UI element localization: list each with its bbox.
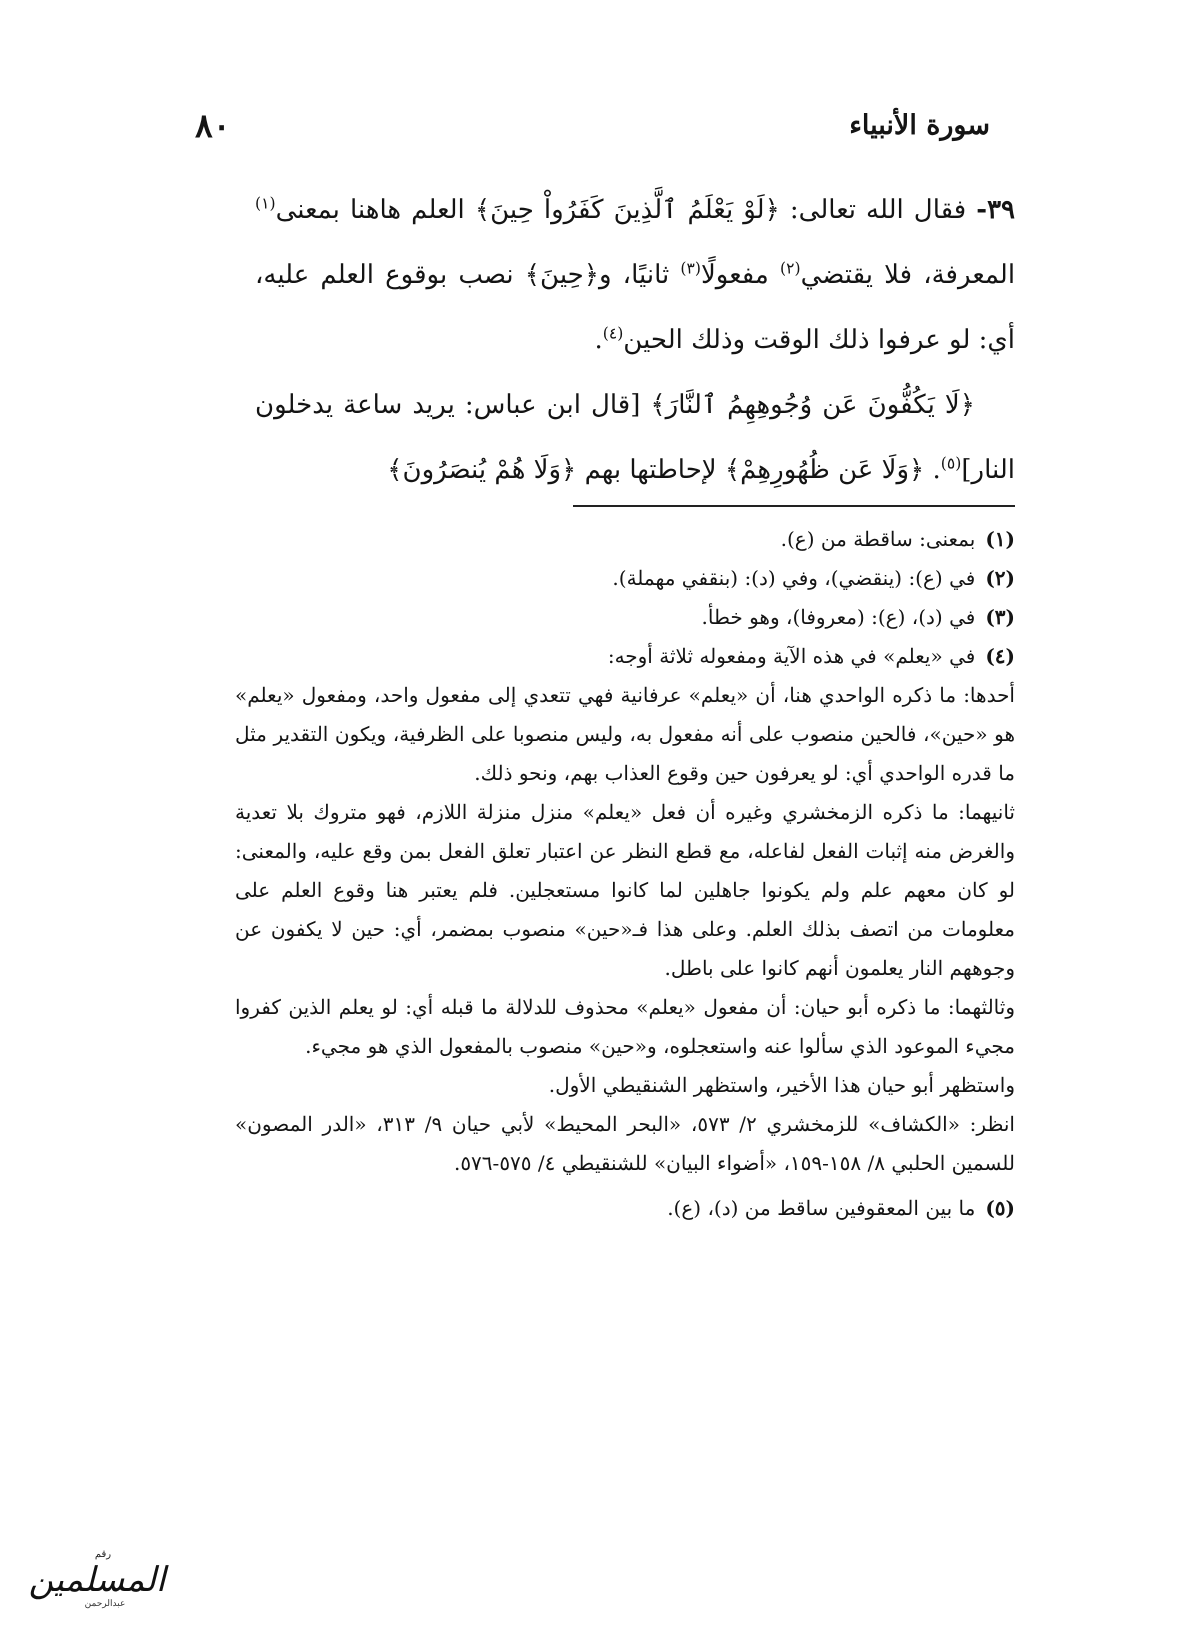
text-segment: المعرفة، فلا يقتضي [800, 260, 1016, 290]
footnote-divider [573, 505, 1015, 507]
footnote-label: (٥) [985, 1196, 1015, 1220]
svg-text:عبدالرحمن: عبدالرحمن [84, 1599, 126, 1609]
footnote-3 [235, 598, 1015, 637]
paragraph-continuation: ﴿لَا يَكُفُّونَ عَن وُجُوهِهِمُ ٱلنَّارَ﴾ [قال ابن عباس: يريد ساعة يدخلون النار]$^{(٥)}$. ﴿وَلَا عَن ظُهُورِهِمْ﴾ لإحاطتها بهم ﴿وَلَا هُمْ يُنصَرُونَ﴾ [255, 390, 1015, 485]
surah-title: سورة الأنبياء [849, 109, 990, 141]
footnote-text: في (ع): (ينقضي)، وفي (د): (بنقفي مهملة). [612, 566, 976, 590]
footnote-ref-5: (٥) [940, 454, 962, 473]
text-segment: لإحاطتها بهم [584, 455, 717, 485]
text-segment: [قال ابن عباس: يريد ساعة يدخلون النار] [255, 390, 1015, 485]
text-segment: نصب بوقوع العلم عليه، أي: لو عرفوا ذلك الوقت وذلك الحين [255, 260, 1015, 355]
footnote-4-second-view: ثانيهما: ما ذكره الزمخشري وغيره أن فعل «يعلم» منزل منزلة اللازم، فهو متروك بلا تعدية والغرض منه إثبات الفعل لفاعله، مع قطع النظر عن اعتبار تعلق الفعل بمن وقع عليه، والمعنى: لو كان معهم علم ولم يكونوا جاهلين لما كانوا مستعجلين. فلم يعتبر هنا وقوع العلم على معلومات من اتصف بذلك العلم. وعلى هذا فـ«حين» منصوب بمضمر، أي: حين لا يكفون عن وجوههم النار يعلمون أنهم كانوا على باطل. [235, 800, 1015, 980]
footnote-4-first-view: أحدها: ما ذكره الواحدي هنا، أن «يعلم» عرفانية فهي تتعدي إلى مفعول واحد، ومفعول «يعلم» هو «حين»، فالحين منصوب على أنه مفعول به، وليس منصوبا على الظرفية، ويكون التقدير مثل ما قدره الواحدي أي: لو يعرفون حين وقوع العذاب بهم، ونحو ذلك. [235, 683, 1015, 785]
page-number: ٨٠ [195, 105, 231, 145]
quran-quote: ﴿وَلَا عَن ظُهُورِهِمْ﴾ [724, 455, 925, 485]
quran-quote: ﴿لَا يَكُفُّونَ عَن وُجُوهِهِمُ ٱلنَّارَ﴾ [650, 390, 975, 420]
footnote-4-preference: واستظهر أبو حيان هذا الأخير، واستظهر الشنقيطي الأول. [548, 1073, 1015, 1097]
text-segment: ثانيًا، و [598, 260, 670, 290]
quran-quote: ﴿وَلَا هُمْ يُنصَرُونَ﴾ [387, 455, 577, 485]
footnote-ref-1: (١) [255, 194, 276, 213]
footnote-label: (١) [985, 527, 1015, 551]
footnotes [235, 520, 1015, 1228]
quran-quote: ﴿لَوْ يَعْلَمُ ٱلَّذِينَ كَفَرُواْ حِينَ﴾ [474, 195, 780, 225]
footnote-4 [235, 637, 1015, 676]
footnote-4-references: انظر: «الكشاف» للزمخشري ٢/ ٥٧٣، «البحر المحيط» لأبي حيان ٩/ ٣١٣، «الدر المصون» للسمين الحلبي ٨/ ١٥٨-١٥٩، «أضواء البيان» للشنقيطي ٤/ ٥٧٥-٥٧٦. [235, 1112, 1015, 1175]
svg-text:المسلمين: المسلمين [28, 1560, 166, 1600]
quran-quote: ﴿حِينَ﴾ [524, 260, 599, 290]
svg-text:رقم: رقم [94, 1549, 112, 1560]
footnote-2 [235, 559, 1015, 598]
footnote-text: في «يعلم» في هذه الآية ومفعوله ثلاثة أوجه: [607, 644, 976, 668]
footnote-text: في (د)، (ع): (معروفا)، وهو خطأ. [701, 605, 976, 629]
footnote-text: بمعنى: ساقطة من (ع). [780, 527, 976, 551]
footnote-ref-4: (٤) [602, 324, 624, 343]
footnote-text: ما بين المعقوفين ساقط من (د)، (ع). [667, 1196, 976, 1220]
footnote-5 [235, 1189, 1015, 1228]
footnote-1 [235, 520, 1015, 559]
footnote-label: (٢) [985, 566, 1015, 590]
paragraph-39: ٣٩- فقال الله تعالى: ﴿لَوْ يَعْلَمُ ٱلَّذِينَ كَفَرُواْ حِينَ﴾ العلم هاهنا بمعنى$^{(١)}$ المعرفة، فلا يقتضي$^{(٢)}$ مفعولًا$^{(٣)}$ ثانيًا، و﴿حِينَ﴾ نصب بوقوع العلم عليه، أي: لو عرفوا ذلك الوقت وذلك الحين$^{(٤)}$. [255, 194, 1016, 355]
publisher-logo [25, 1545, 170, 1610]
page-header [195, 100, 990, 150]
text-segment: فقال الله تعالى: [789, 195, 967, 225]
footnote-ref-2: (٢) [779, 259, 801, 278]
text-segment: مفعولًا [700, 260, 769, 290]
footnote-ref-3: (٣) [680, 259, 701, 278]
footnote-label: (٣) [985, 605, 1015, 629]
footnote-label: (٤) [985, 644, 1015, 668]
text-segment: العلم هاهنا بمعنى [275, 195, 465, 225]
main-text [255, 178, 1015, 503]
verse-number: ٣٩- [976, 195, 1016, 225]
footnote-4-third-view: وثالثهما: ما ذكره أبو حيان: أن مفعول «يعلم» محذوف للدلالة ما قبله أي: لو يعلم الذين كفروا مجيء الموعود الذي سألوا عنه واستعجلوه، و«حين» منصوب بالمفعول الذي هو مجيء. [235, 995, 1015, 1058]
